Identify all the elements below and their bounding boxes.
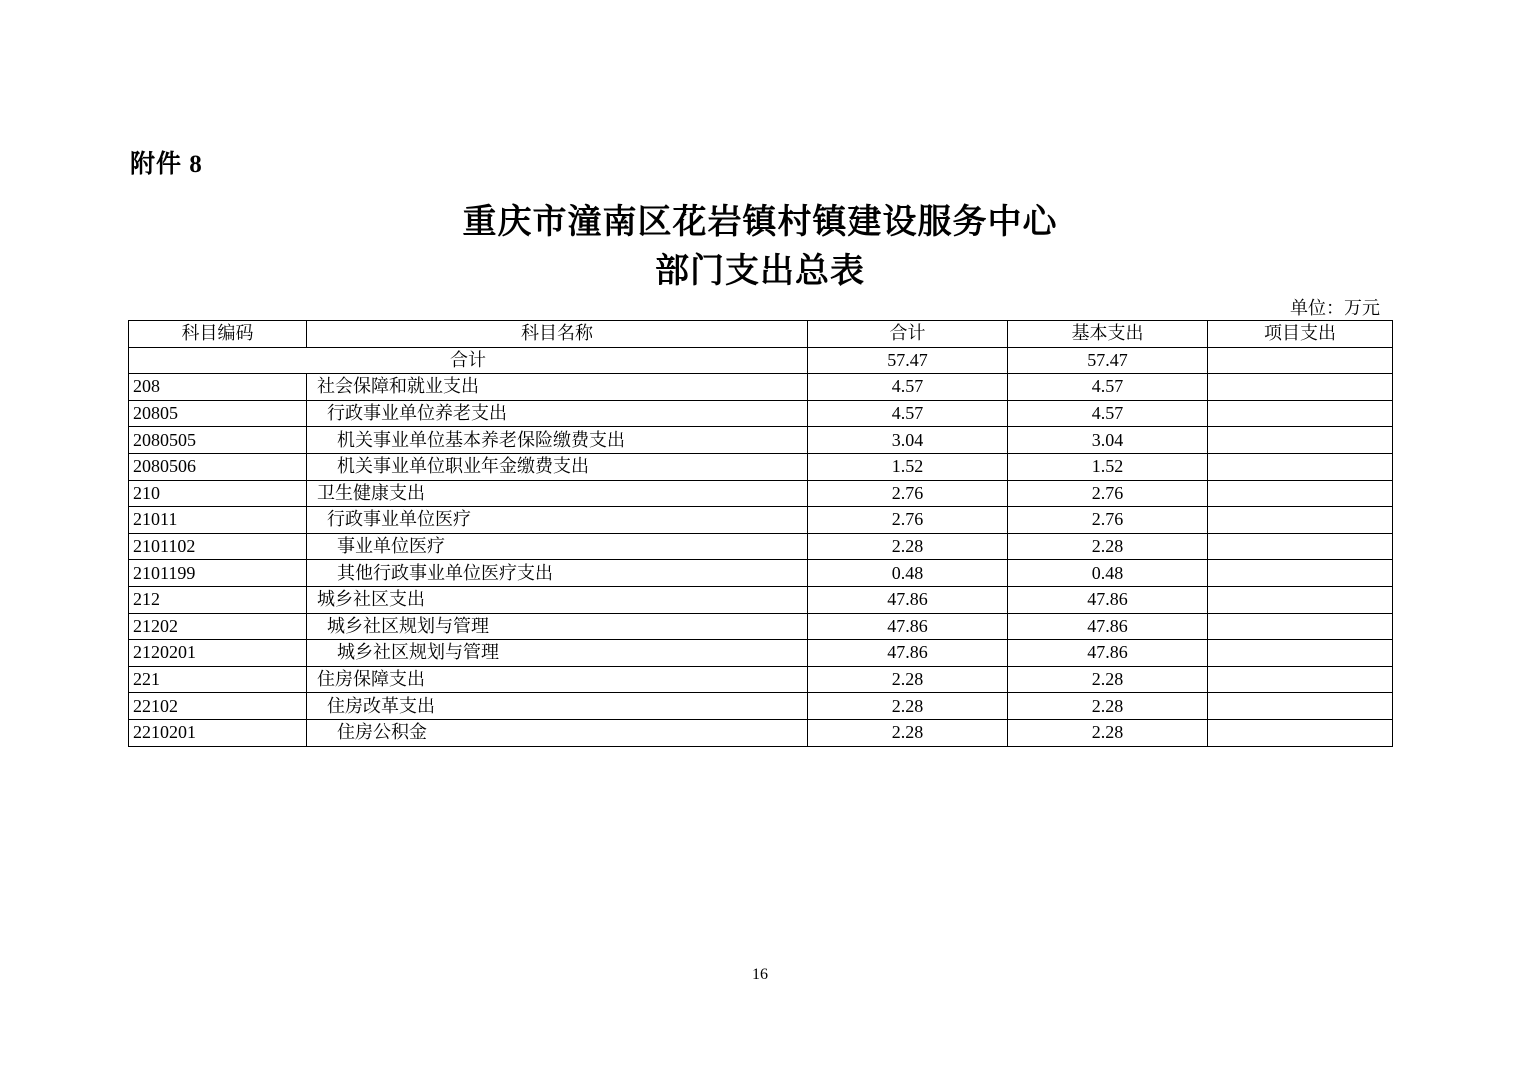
- row-project: [1208, 666, 1393, 693]
- row-code: 210: [129, 480, 307, 507]
- table-row: [129, 666, 1393, 693]
- row-project: [1208, 586, 1393, 613]
- row-basic: 47.86: [1008, 640, 1208, 667]
- row-name: 住房保障支出: [307, 666, 808, 693]
- row-total: 2.76: [808, 507, 1008, 534]
- row-name: 行政事业单位养老支出: [307, 400, 808, 427]
- row-name: 住房改革支出: [307, 693, 808, 720]
- row-code: 2080506: [129, 453, 307, 480]
- table-row: [129, 453, 1393, 480]
- row-basic: 0.48: [1008, 560, 1208, 587]
- total-row-basic: 57.47: [1008, 347, 1208, 374]
- row-basic: 2.76: [1008, 507, 1208, 534]
- row-name: 城乡社区规划与管理: [307, 613, 808, 640]
- row-basic: 47.86: [1008, 586, 1208, 613]
- row-name: 其他行政事业单位医疗支出: [307, 560, 808, 587]
- row-project: [1208, 374, 1393, 401]
- total-row: [129, 347, 1393, 374]
- row-code: 21011: [129, 507, 307, 534]
- row-code: 221: [129, 666, 307, 693]
- table-row: [129, 560, 1393, 587]
- row-code: 21202: [129, 613, 307, 640]
- row-code: 2210201: [129, 719, 307, 746]
- row-project: [1208, 400, 1393, 427]
- total-row-label: 合计: [129, 347, 808, 374]
- row-basic: 47.86: [1008, 613, 1208, 640]
- document-subtitle: 部门支出总表: [655, 253, 865, 290]
- row-code: 2101102: [129, 533, 307, 560]
- row-code: 22102: [129, 693, 307, 720]
- row-code: 2120201: [129, 640, 307, 667]
- row-basic: 2.28: [1008, 533, 1208, 560]
- row-total: 2.28: [808, 666, 1008, 693]
- row-total: 47.86: [808, 586, 1008, 613]
- row-basic: 2.28: [1008, 719, 1208, 746]
- row-project: [1208, 613, 1393, 640]
- attachment-label: 附件 8: [130, 151, 203, 178]
- row-name: 卫生健康支出: [307, 480, 808, 507]
- table-row: [129, 507, 1393, 534]
- column-header-total: 合计: [808, 321, 1008, 348]
- row-project: [1208, 507, 1393, 534]
- row-basic: 3.04: [1008, 427, 1208, 454]
- total-row-total: 57.47: [808, 347, 1008, 374]
- row-name: 城乡社区支出: [307, 586, 808, 613]
- document-title: 重庆市潼南区花岩镇村镇建设服务中心: [462, 204, 1058, 241]
- row-project: [1208, 480, 1393, 507]
- row-name: 机关事业单位基本养老保险缴费支出: [307, 427, 808, 454]
- row-project: [1208, 640, 1393, 667]
- table-row: [129, 640, 1393, 667]
- row-name: 城乡社区规划与管理: [307, 640, 808, 667]
- row-total: 47.86: [808, 613, 1008, 640]
- row-project: [1208, 719, 1393, 746]
- total-row-project: [1208, 347, 1393, 374]
- table-row: [129, 693, 1393, 720]
- row-project: [1208, 560, 1393, 587]
- row-basic: 2.28: [1008, 693, 1208, 720]
- table-header-row: [129, 321, 1393, 348]
- row-basic: 4.57: [1008, 400, 1208, 427]
- row-total: 2.28: [808, 533, 1008, 560]
- table-row: [129, 480, 1393, 507]
- table-row: [129, 374, 1393, 401]
- row-name: 机关事业单位职业年金缴费支出: [307, 453, 808, 480]
- row-total: 47.86: [808, 640, 1008, 667]
- row-project: [1208, 533, 1393, 560]
- row-total: 2.76: [808, 480, 1008, 507]
- table-body: [129, 347, 1393, 746]
- row-basic: 1.52: [1008, 453, 1208, 480]
- unit-label: 单位：万元: [1290, 298, 1380, 318]
- column-header-name: 科目名称: [307, 321, 808, 348]
- row-project: [1208, 693, 1393, 720]
- row-name: 事业单位医疗: [307, 533, 808, 560]
- column-header-code: 科目编码: [129, 321, 307, 348]
- row-total: 2.28: [808, 693, 1008, 720]
- row-project: [1208, 453, 1393, 480]
- row-name: 住房公积金: [307, 719, 808, 746]
- row-code: 212: [129, 586, 307, 613]
- row-basic: 2.28: [1008, 666, 1208, 693]
- column-header-project: 项目支出: [1208, 321, 1393, 348]
- row-total: 0.48: [808, 560, 1008, 587]
- row-project: [1208, 427, 1393, 454]
- table-row: [129, 719, 1393, 746]
- row-total: 3.04: [808, 427, 1008, 454]
- table-row: [129, 613, 1393, 640]
- row-code: 20805: [129, 400, 307, 427]
- page-number: 16: [752, 966, 768, 983]
- row-name: 社会保障和就业支出: [307, 374, 808, 401]
- row-code: 2101199: [129, 560, 307, 587]
- row-total: 1.52: [808, 453, 1008, 480]
- table-row: [129, 586, 1393, 613]
- column-header-basic: 基本支出: [1008, 321, 1208, 348]
- row-basic: 4.57: [1008, 374, 1208, 401]
- table-row: [129, 400, 1393, 427]
- expenditure-table: [128, 320, 1393, 747]
- row-code: 208: [129, 374, 307, 401]
- row-total: 4.57: [808, 374, 1008, 401]
- row-total: 4.57: [808, 400, 1008, 427]
- table-row: [129, 533, 1393, 560]
- row-total: 2.28: [808, 719, 1008, 746]
- row-basic: 2.76: [1008, 480, 1208, 507]
- row-name: 行政事业单位医疗: [307, 507, 808, 534]
- table-row: [129, 427, 1393, 454]
- row-code: 2080505: [129, 427, 307, 454]
